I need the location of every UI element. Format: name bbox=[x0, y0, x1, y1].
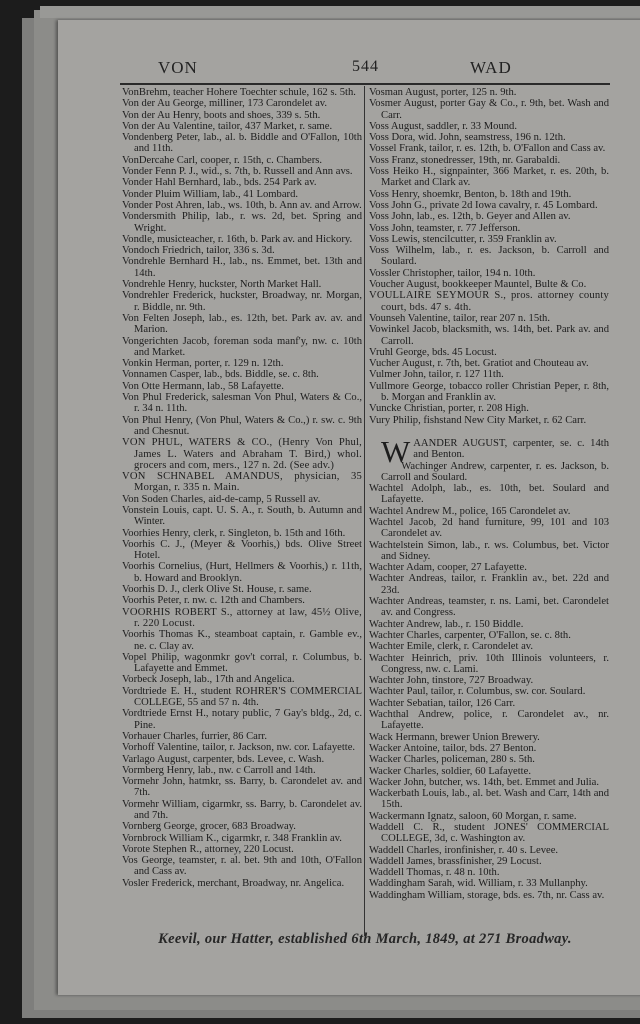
directory-entry: Wacker John, butcher, ws. 14th, bet. Emmet and Julia. bbox=[369, 776, 599, 788]
directory-entry: Von Felten Joseph, lab., es. 12th, bet. Park av. av. and Marion. bbox=[122, 312, 362, 336]
directory-entry: Vornbrock William K., cigarmkr, r. 348 Franklin av. bbox=[122, 832, 342, 844]
directory-entry: Von der Au George, milliner, 173 Carondelet av. bbox=[122, 98, 328, 110]
directory-entry: Wacker Charles, policeman, 280 s. 5th. bbox=[369, 754, 535, 766]
directory-entry: Voss Henry, shoemkr, Benton, b. 18th and 19th. bbox=[369, 188, 572, 200]
directory-entry: Vosmer August, porter Gay & Co., r. 9th, bet. Wash and Carr. bbox=[369, 98, 609, 121]
column-divider bbox=[364, 86, 365, 936]
directory-entry: VonDercahe Carl, cooper, r. 15th, c. Chambers. bbox=[122, 154, 323, 166]
directory-entry: Wacker Antoine, tailor, bds. 27 Benton. bbox=[369, 742, 537, 754]
directory-entry: VOULLAIRE SEYMOUR S., pros. attorney county court, bds. 47 s. 4th. bbox=[369, 290, 609, 313]
directory-entry: Vossler Christopher, tailor, 194 n. 10th. bbox=[369, 267, 536, 279]
directory-entry: Vopel Philip, wagonmkr gov't corral, r. Columbus, b. Lafayette and Emmet. bbox=[122, 651, 362, 675]
directory-entry: Voss John G., private 2d Iowa cavalry, r. 45 Lombard. bbox=[369, 199, 598, 211]
directory-entry: Waddell James, brassfinisher, 29 Locust. bbox=[369, 855, 542, 867]
directory-entry: Vorbeck Joseph, lab., 17th and Angelica. bbox=[122, 674, 295, 686]
directory-entry: Von Soden Charles, aid-de-camp, 5 Russell av. bbox=[122, 493, 321, 505]
directory-entry: Vounseh Valentine, tailor, rear 207 n. 15th. bbox=[369, 312, 551, 324]
directory-entry: Vullmore George, tobacco roller Christian Peper, r. 8th, b. Morgan and Franklin av. bbox=[369, 380, 609, 404]
directory-entry: VON SCHNABEL AMANDUS, physician, 35 Morgan, r. 335 n. Main. bbox=[122, 471, 362, 494]
directory-entry: Voss Lewis, stencilcutter, r. 359 Franklin av. bbox=[369, 233, 557, 245]
directory-entry: Vormehr John, hatmkr, ss. Barry, b. Carondelet av. and 7th. bbox=[122, 776, 362, 799]
directory-entry: Vulmer John, tailor, r. 127 11th. bbox=[369, 369, 504, 381]
directory-entry: Vordtriede E. H., student ROHRER'S COMMERCIAL COLLEGE, 55 and 57 n. 4th. bbox=[122, 685, 362, 709]
directory-entry: Von der Au Valentine, tailor, 437 Market, r. same. bbox=[122, 120, 333, 132]
directory-entry: Wachtelstein Simon, lab., r. ws. Columbus, bet. Victor and Sidney. bbox=[369, 539, 609, 562]
underlying-page-edge bbox=[40, 6, 640, 18]
directory-entry: Voss Heiko H., signpainter, 366 Market, r. es. 20th, b. Market and Clark av. bbox=[369, 166, 609, 189]
directory-entry: Wachter Paul, tailor, r. Columbus, sw. cor. Soulard. bbox=[369, 686, 586, 698]
directory-entry: Voorhis Cornelius, (Hurt, Hellmers & Voorhis,) r. 11th, b. Howard and Brooklyn. bbox=[122, 561, 362, 584]
directory-entry: Vowinkel Jacob, blacksmith, ws. 14th, bet. Park av. and Carroll. bbox=[369, 324, 609, 347]
directory-entry: Voss Dora, wid. John, seamstress, 196 n. 12th. bbox=[369, 132, 566, 144]
directory-entry: Varlago August, carpenter, bds. Levee, c. Wash. bbox=[122, 753, 325, 765]
directory-entry: Von der Au Henry, boots and shoes, 339 s. 5th. bbox=[122, 109, 321, 121]
directory-entry: Vorhoff Valentine, tailor, r. Jackson, nw. cor. Lafayette. bbox=[122, 742, 356, 754]
left-column bbox=[122, 87, 362, 889]
directory-entry: Voorhis Peter, r. nw. c. 12th and Chambers. bbox=[122, 595, 305, 607]
directory-entry: Vondrehle Henry, huckster, North Market Hall. bbox=[122, 279, 322, 291]
directory-entry: Vondrehle Bernhard H., lab., ns. Emmet, bet. 13th and 14th. bbox=[122, 256, 362, 279]
directory-entry: Waddell Thomas, r. 48 n. 10th. bbox=[369, 867, 500, 879]
directory-entry: Von Phul Henry, (Von Phul, Waters & Co.,) r. sw. c. 9th and Chesnut. bbox=[122, 414, 362, 437]
directory-entry: Vonkin Herman, porter, r. 129 n. 12th. bbox=[122, 358, 284, 370]
directory-entry: Waddell C. R., student JONES' COMMERCIAL COLLEGE, 3d, c. Washington av. bbox=[369, 822, 609, 845]
directory-entry: Voss John, lab., es. 12th, b. Geyer and Allen av. bbox=[369, 211, 571, 223]
directory-entry: Vossel Frank, tailor, r. es. 12th, b. O'Fallon and Cass av. bbox=[369, 143, 606, 155]
directory-entry: Wachthal Andrew, police, r. Carondelet av., nr. Lafayette. bbox=[369, 709, 609, 732]
directory-entry: Vormberg Henry, lab., nw. c Carroll and 14th. bbox=[122, 764, 316, 776]
directory-entry: Vongerichten Jacob, foreman soda manf'y, nw. c. 10th and Market. bbox=[122, 335, 362, 358]
directory-entry: Wackermann Ignatz, saloon, 60 Morgan, r. same. bbox=[369, 810, 577, 822]
directory-entry: Wachter Adam, cooper, 27 Lafayette. bbox=[369, 562, 527, 574]
directory-entry: Vondoch Friedrich, tailor, 336 s. 3d. bbox=[122, 245, 275, 257]
directory-entry: Vucher August, r. 7th, bet. Gratiot and Chouteau av. bbox=[369, 358, 589, 370]
directory-entry: Vos George, teamster, r. al. bet. 9th and 10th, O'Fallon and Cass av. bbox=[122, 855, 362, 878]
drop-cap-entry-text: AANDER AUGUST, carpenter, se. c. 14th and Benton. bbox=[413, 437, 609, 461]
directory-entry: Wachter Andreas, tailor, r. Franklin av., bet. 22d and 23d. bbox=[369, 573, 609, 596]
directory-entry: Vonstein Louis, capt. U. S. A., r. South, b. Autumn and Winter. bbox=[122, 504, 362, 528]
page-number: 544 bbox=[352, 58, 379, 75]
directory-entry: Vorhauer Charles, furrier, 86 Carr. bbox=[122, 730, 267, 742]
directory-entry-drop-cap bbox=[369, 433, 609, 469]
directory-entry: Wachter Andrew, lab., r. 150 Biddle. bbox=[369, 618, 524, 630]
directory-entry: Wack Hermann, brewer Union Brewery. bbox=[369, 731, 540, 743]
directory-entry: Wachinger Andrew, carpenter, r. es. Jackson, b. Carroll and Soulard. bbox=[381, 460, 609, 483]
directory-entry: Wachter Andreas, teamster, r. ns. Lami, bet. Carondelet av. and Congress. bbox=[369, 596, 609, 619]
directory-entry: Vosler Frederick, merchant, Broadway, nr. Angelica. bbox=[122, 877, 345, 889]
directory-entry: Vondle, musicteacher, r. 16th, b. Park av. and Hickory. bbox=[122, 233, 353, 245]
directory-entry: Vruhl George, bds. 45 Locust. bbox=[369, 346, 497, 358]
header-rule bbox=[120, 83, 610, 85]
directory-entry: Von Phul Frederick, salesman Von Phul, Waters & Co., r. 34 n. 11th. bbox=[122, 392, 362, 415]
footer-advertisement: Keevil, our Hatter, established 6th March, 1849, at 271 Broadway. bbox=[158, 931, 572, 947]
directory-entry: Wachtel Adolph, lab., es. 10th, bet. Soulard and Lafayette. bbox=[369, 483, 609, 506]
directory-entry: Waddingham Sarah, wid. William, r. 33 Mullanphy. bbox=[369, 878, 588, 890]
directory-entry: Wachter Emile, clerk, r. Carondelet av. bbox=[369, 641, 534, 653]
directory-entry: Wachter John, tinstore, 727 Broadway. bbox=[369, 675, 534, 687]
directory-entry: Vury Philip, fishstand New City Market, r. 62 Carr. bbox=[369, 414, 587, 426]
directory-entry: Vonder Pluim William, lab., 41 Lombard. bbox=[122, 188, 299, 200]
directory-entry: Voucher August, bookkeeper Mauntel, Bulte & Co. bbox=[369, 279, 587, 291]
directory-entry: Voorhies Henry, clerk, r. Singleton, b. 15th and 16th. bbox=[122, 527, 346, 539]
directory-entry: Vordtriede Ernst H., notary public, 7 Gay's bldg., 2d, c. Pine. bbox=[122, 708, 362, 731]
directory-entry: Vuncke Christian, porter, r. 208 High. bbox=[369, 403, 529, 415]
directory-entry: Waddingham William, storage, bds. es. 7th, nr. Cass av. bbox=[369, 889, 605, 901]
directory-entry: Vonder Hahl Bernhard, lab., bds. 254 Park av. bbox=[122, 177, 317, 189]
directory-entry: Vondenberg Peter, lab., al. b. Biddle and O'Fallon, 10th and 11th. bbox=[122, 132, 362, 155]
directory-entry: Vormehr William, cigarmkr, ss. Barry, b. Carondelet av. and 7th. bbox=[122, 798, 362, 821]
directory-entry: Wachter Sebatian, tailor, 126 Carr. bbox=[369, 697, 516, 709]
directory-entry: Vonder Fenn P. J., wid., s. 7th, b. Russell and Ann avs. bbox=[122, 166, 353, 178]
directory-entry: Voss Wilhelm, lab., r. es. Jackson, b. Carroll and Soulard. bbox=[369, 245, 609, 268]
right-column bbox=[369, 87, 609, 901]
drop-cap-initial: W bbox=[381, 433, 411, 469]
directory-entry: Vorote Stephen R., attorney, 220 Locust. bbox=[122, 843, 294, 855]
directory-entry: Waddell Charles, ironfinisher, r. 40 s. Levee. bbox=[369, 844, 559, 856]
directory-entry: Wacker Charles, soldier, 60 Lafayette. bbox=[369, 765, 531, 777]
directory-entry: Voss August, saddler, r. 33 Mound. bbox=[369, 120, 517, 132]
directory-entry: Wachter Charles, carpenter, O'Fallon, se. c. 8th. bbox=[369, 629, 571, 641]
directory-entry: VonBrehm, teacher Hohere Toechter schule, 162 s. 5th. bbox=[122, 87, 356, 98]
directory-entry: Voss John, teamster, r. 77 Jefferson. bbox=[369, 222, 521, 234]
directory-entry: Wachtel Andrew M., police, 165 Carondelet av. bbox=[369, 505, 571, 517]
directory-entry: Voorhis C. J., (Meyer & Voorhis,) bds. Olive Street Hotel. bbox=[122, 538, 362, 562]
directory-entry: Vonder Post Ahren, lab., ws. 10th, b. Ann av. and Arrow. bbox=[122, 199, 362, 211]
directory-entry: Wachter Heinrich, priv. 10th Illinois volunteers, r. Congress, nw. c. Lami. bbox=[369, 652, 609, 675]
directory-entry: Von Otte Hermann, lab., 58 Lafayette. bbox=[122, 380, 284, 392]
directory-entry: VON PHUL, WATERS & CO., (Henry Von Phul, James L. Waters and Abraham T. Bird,) whol. grocers and com, mers., 127 n. 2d. (See adv.) bbox=[122, 437, 362, 471]
directory-entry: Vondersmith Philip, lab., r. ws. 2d, bet. Spring and Wright. bbox=[122, 211, 362, 234]
running-head-right: WAD bbox=[470, 58, 512, 77]
directory-entry: Voorhis D. J., clerk Olive St. House, r. same. bbox=[122, 584, 312, 596]
directory-entry: Vornberg George, grocer, 683 Broadway. bbox=[122, 821, 296, 833]
directory-entry: Vonnamen Casper, lab., bds. Biddle, se. c. 8th. bbox=[122, 369, 319, 381]
directory-entry: Voss Franz, stonedresser, 19th, nr. Garabaldi. bbox=[369, 154, 561, 166]
directory-entry: Vondrehler Frederick, huckster, Broadway, nr. Morgan, r. Biddle, nr. 9th. bbox=[122, 290, 362, 313]
directory-entry: Wachtel Jacob, 2d hand furniture, 99, 101 and 103 Carondelet av. bbox=[369, 516, 609, 540]
directory-entry: Vosman August, porter, 125 n. 9th. bbox=[369, 87, 517, 98]
directory-entry: VOORHIS ROBERT S., attorney at law, 45½ Olive, r. 220 Locust. bbox=[122, 606, 362, 629]
running-head-left: VON bbox=[158, 58, 198, 77]
directory-entry: Voorhis Thomas K., steamboat captain, r. Gamble ev., ne. c. Clay av. bbox=[122, 629, 362, 652]
directory-entry: Wackerbath Louis, lab., al. bet. Wash and Carr, 14th and 15th. bbox=[369, 788, 609, 811]
